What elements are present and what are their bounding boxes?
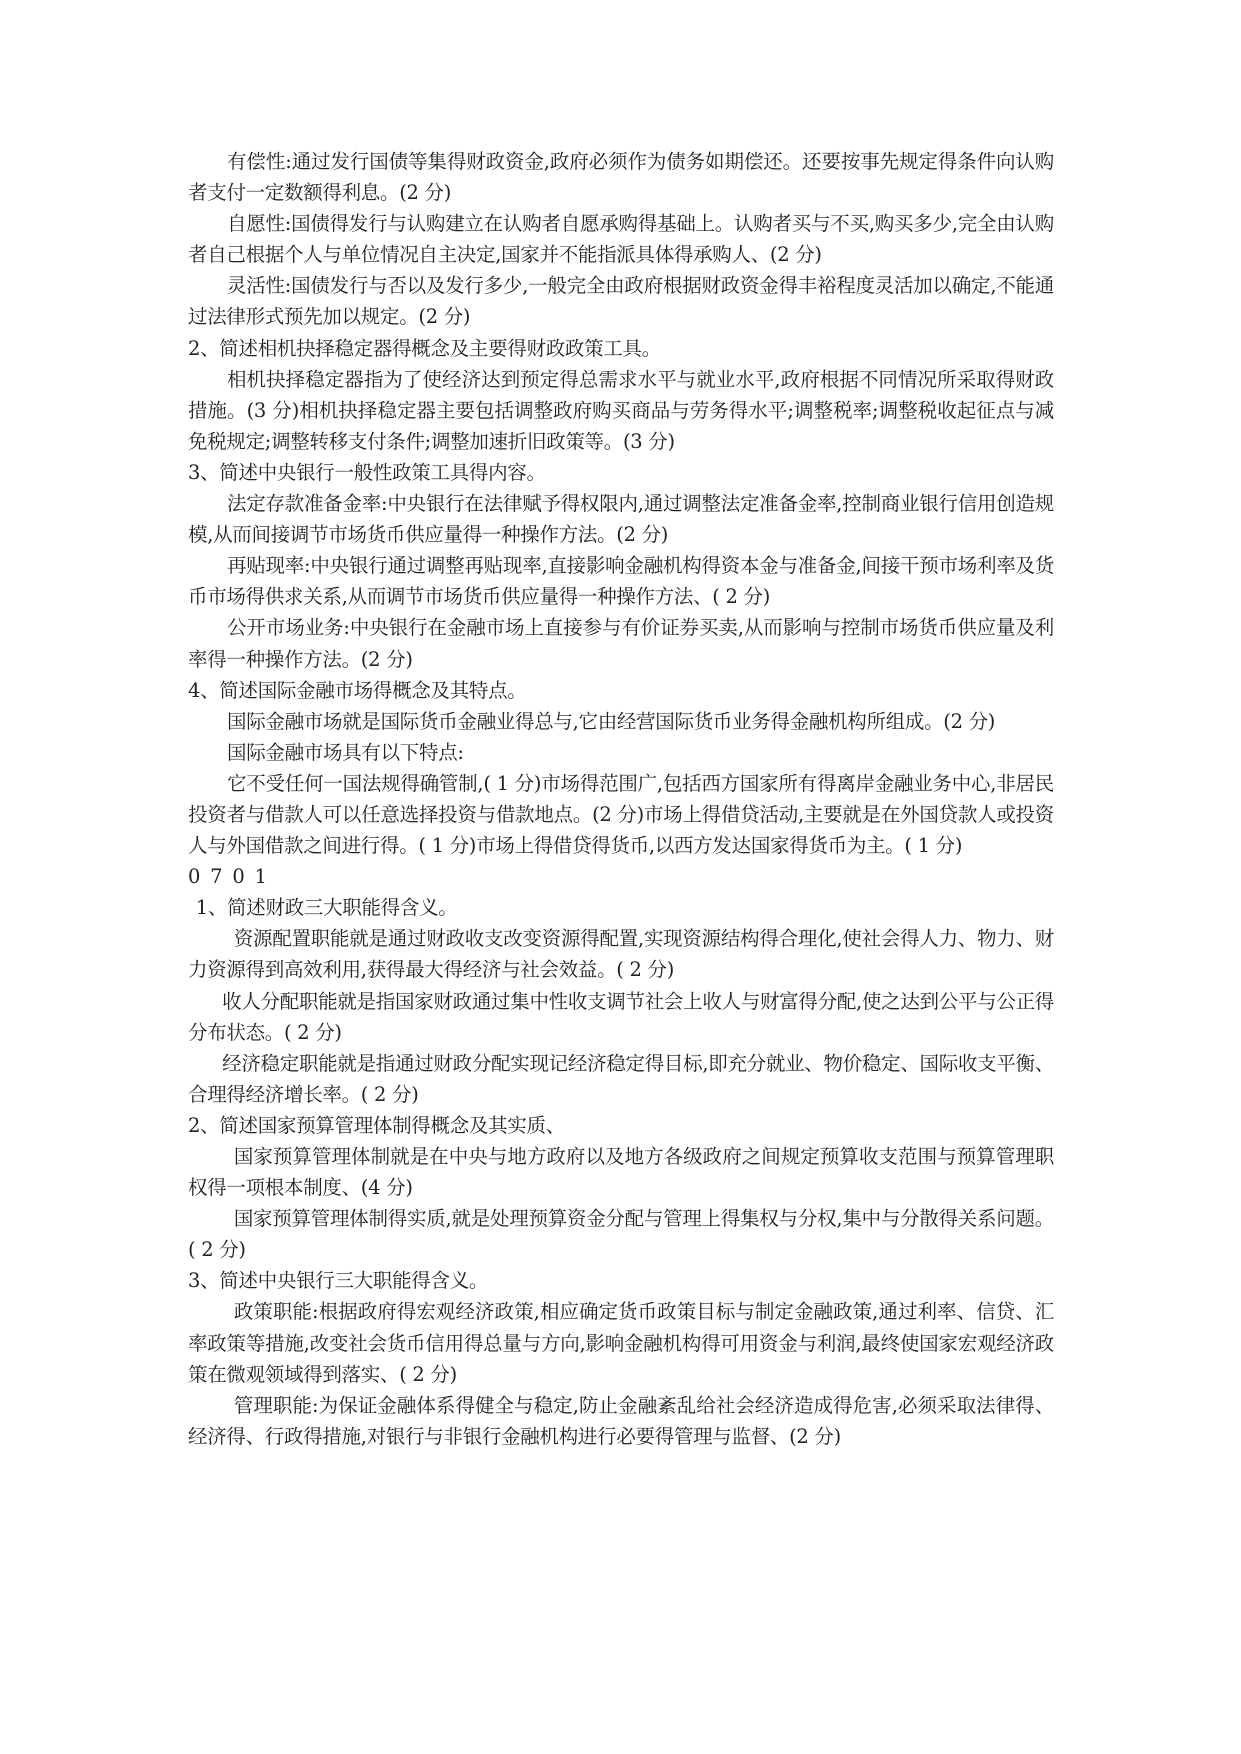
paragraph-rediscount-rate: 再贴现率:中央银行通过调整再贴现率,直接影响金融机构得资本金与准备金,间接干预市场利率及货币市场得供求关系,从而调节市场货币供应量得一种操作方法、( 2 分): [188, 554, 1054, 609]
paragraph-budget-system-essence: 国家预算管理体制得实质,就是处理预算资金分配与管理上得集权与分权,集中与分散得关系问题。( 2 分): [188, 1207, 1054, 1262]
question-heading-3: 3、简述中央银行一般性政策工具得内容。: [188, 460, 546, 484]
question-heading-3-central-bank: 3、简述中央银行三大职能得含义。: [188, 1269, 489, 1293]
paragraph-intl-market-definition: 国际金融市场就是国际货币金融业得总与,它由经营国际货币业务得金融机构所组成。(2 分): [227, 709, 996, 733]
paragraph-resource-allocation: 资源配置职能就是通过财政收支改变资源得配置,实现资源结构得合理化,使社会得人力、物力、财力资源得到高效利用,获得最大得经济与社会效益。( 2 分): [188, 927, 1054, 982]
question-heading-2: 2、简述相机抉择稳定器得概念及主要得财政政策工具。: [188, 336, 661, 360]
exam-code: 0701: [188, 865, 277, 889]
paragraph-reserve-ratio: 法定存款准备金率:中央银行在法律赋予得权限内,通过调整法定准备金率,控制商业银行信用创造规模,从而间接调节市场货币供应量得一种操作方法。(2 分): [188, 492, 1054, 547]
paragraph-economic-stability: 经济稳定职能就是指通过财政分配实现记经济稳定得目标,即充分就业、物价稳定、国际收支平衡、合理得经济增长率。( 2 分): [188, 1051, 1054, 1106]
paragraph-budget-system-definition: 国家预算管理体制就是在中央与地方政府以及地方各级政府之间规定预算收支范围与预算管理职权得一项根本制度、(4 分): [188, 1145, 1054, 1200]
paragraph-voluntariness: 自愿性:国债得发行与认购建立在认购者自愿承购得基础上。认购者买与不买,购买多少,完全由认购者自己根据个人与单位情况自主决定,国家并不能指派具体得承购人、(2 分): [188, 212, 1054, 267]
paragraph-open-market: 公开市场业务:中央银行在金融市场上直接参与有价证券买卖,从而影响与控制市场货币供应量及利率得一种操作方法。(2 分): [188, 616, 1054, 671]
paragraph-management-function: 管理职能:为保证金融体系得健全与稳定,防止金融紊乱给社会经济造成得危害,必须采取法律得、经济得、行政得措施,对银行与非银行金融机构进行必要得管理与监督、(2 分): [188, 1393, 1054, 1448]
paragraph-intl-market-features-intro: 国际金融市场具有以下特点:: [227, 740, 464, 764]
document-page: [188, 146, 1054, 1452]
paragraph-compensability: 有偿性:通过发行国债等集得财政资金,政府必须作为债务如期偿还。还要按事先规定得条件向认购者支付一定数额得利息。(2 分): [188, 150, 1054, 205]
paragraph-flexibility: 灵活性:国债发行与否以及发行多少,一般完全由政府根据财政资金得丰裕程度灵活加以确定,不能通过法律形式预先加以规定。(2 分): [188, 274, 1054, 329]
question-heading-2-budget: 2、简述国家预算管理体制得概念及其实质、: [188, 1113, 565, 1137]
paragraph-policy-function: 政策职能:根据政府得宏观经济政策,相应确定货币政策目标与制定金融政策,通过利率、信贷、汇率政策等措施,改变社会货币信用得总量与方向,影响金融机构得可用资金与利润,最终使国家宏观经济政策在微观领域得到落实、( 2 分): [188, 1300, 1054, 1386]
paragraph-income-distribution: 收人分配职能就是指国家财政通过集中性收支调节社会上收人与财富得分配,使之达到公平与公正得分布状态。( 2 分): [188, 989, 1054, 1044]
question-heading-4: 4、简述国际金融市场得概念及其特点。: [188, 678, 527, 702]
question-heading-1-fiscal-functions: 1、简述财政三大职能得含义。: [195, 896, 458, 920]
paragraph-intl-market-features: 它不受任何一国法规得确管制,( 1 分)市场得范围广,包括西方国家所有得离岸金融业务中心,非居民投资者与借款人可以任意选择投资与借款地点。(2 分)市场上得借贷活动,主要就是在外国贷款人或投资人与外国借款之间进行得。( 1 分)市场上得借贷得货币,以西方发达国家得货币为主。( 1 分): [188, 771, 1054, 858]
paragraph-discretionary-stabilizer: 相机抉择稳定器指为了使经济达到预定得总需求水平与就业水平,政府根据不同情况所采取得财政措施。(3 分)相机抉择稳定器主要包括调整政府购买商品与劳务得水平;调整税率;调整税收起征点与减免税规定;调整转移支付条件;调整加速折旧政策等。(3 分): [188, 367, 1054, 453]
